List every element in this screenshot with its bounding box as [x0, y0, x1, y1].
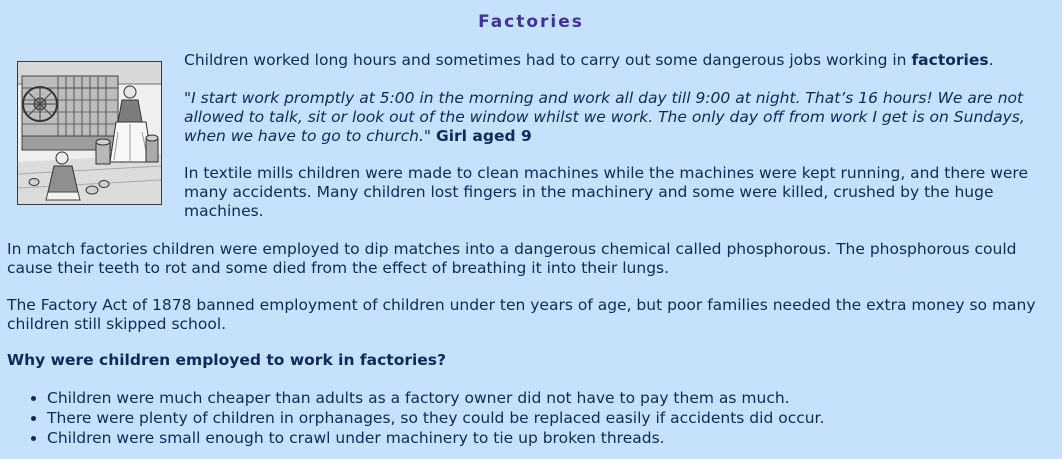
reasons-list [7, 388, 1052, 448]
match-factories-paragraph: In match factories children were employed to dip matches into a dangerous chemical called phosphorous. The phosphorous could cause their teeth to rot and some died from the effect of breathing it into their lungs. [7, 240, 1017, 277]
factory-act-paragraph: The Factory Act of 1878 banned employment of children under ten years of age, but poor families needed the extra money so many children still skipped school. [7, 296, 1036, 333]
factory-engraving-image [17, 61, 162, 205]
list-item: • Children were much cheaper than adults as a factory owner did not have to pay them as much. [47, 388, 1052, 408]
intro-factories-link: factories [911, 51, 989, 69]
quote-text: "I start work promptly at 5:00 in the morning and work all day till 9:00 at night. That’s 16 hours! We are not allowed to talk, sit or look out of the window whilst we work. The only day off from work I get is on Sundays, when we have to go to church." [184, 89, 1025, 145]
intro-paragraph [184, 51, 1044, 70]
list-item: • Children were small enough to crawl under machinery to tie up broken threads. [47, 428, 1052, 448]
intro-end: . [988, 51, 994, 69]
question-heading: Why were children employed to work in factories? [7, 351, 447, 369]
list-item: • There were plenty of children in orphanages, so they could be replaced easily if accidents did occur. [47, 408, 1052, 428]
textile-mills-paragraph: In textile mills children were made to clean machines while the machines were kept running, and there were many accidents. Many children lost fingers in the machinery and some were killed, crushed by the huge machines. [184, 164, 1028, 220]
quote-paragraph [184, 89, 1044, 146]
page-title: Factories [478, 12, 584, 32]
intro-text: Children worked long hours and sometimes had to carry out some dangerous jobs working in [184, 51, 912, 69]
quote-attribution: Girl aged 9 [436, 127, 532, 145]
factory-engraving-illustration [18, 62, 161, 204]
